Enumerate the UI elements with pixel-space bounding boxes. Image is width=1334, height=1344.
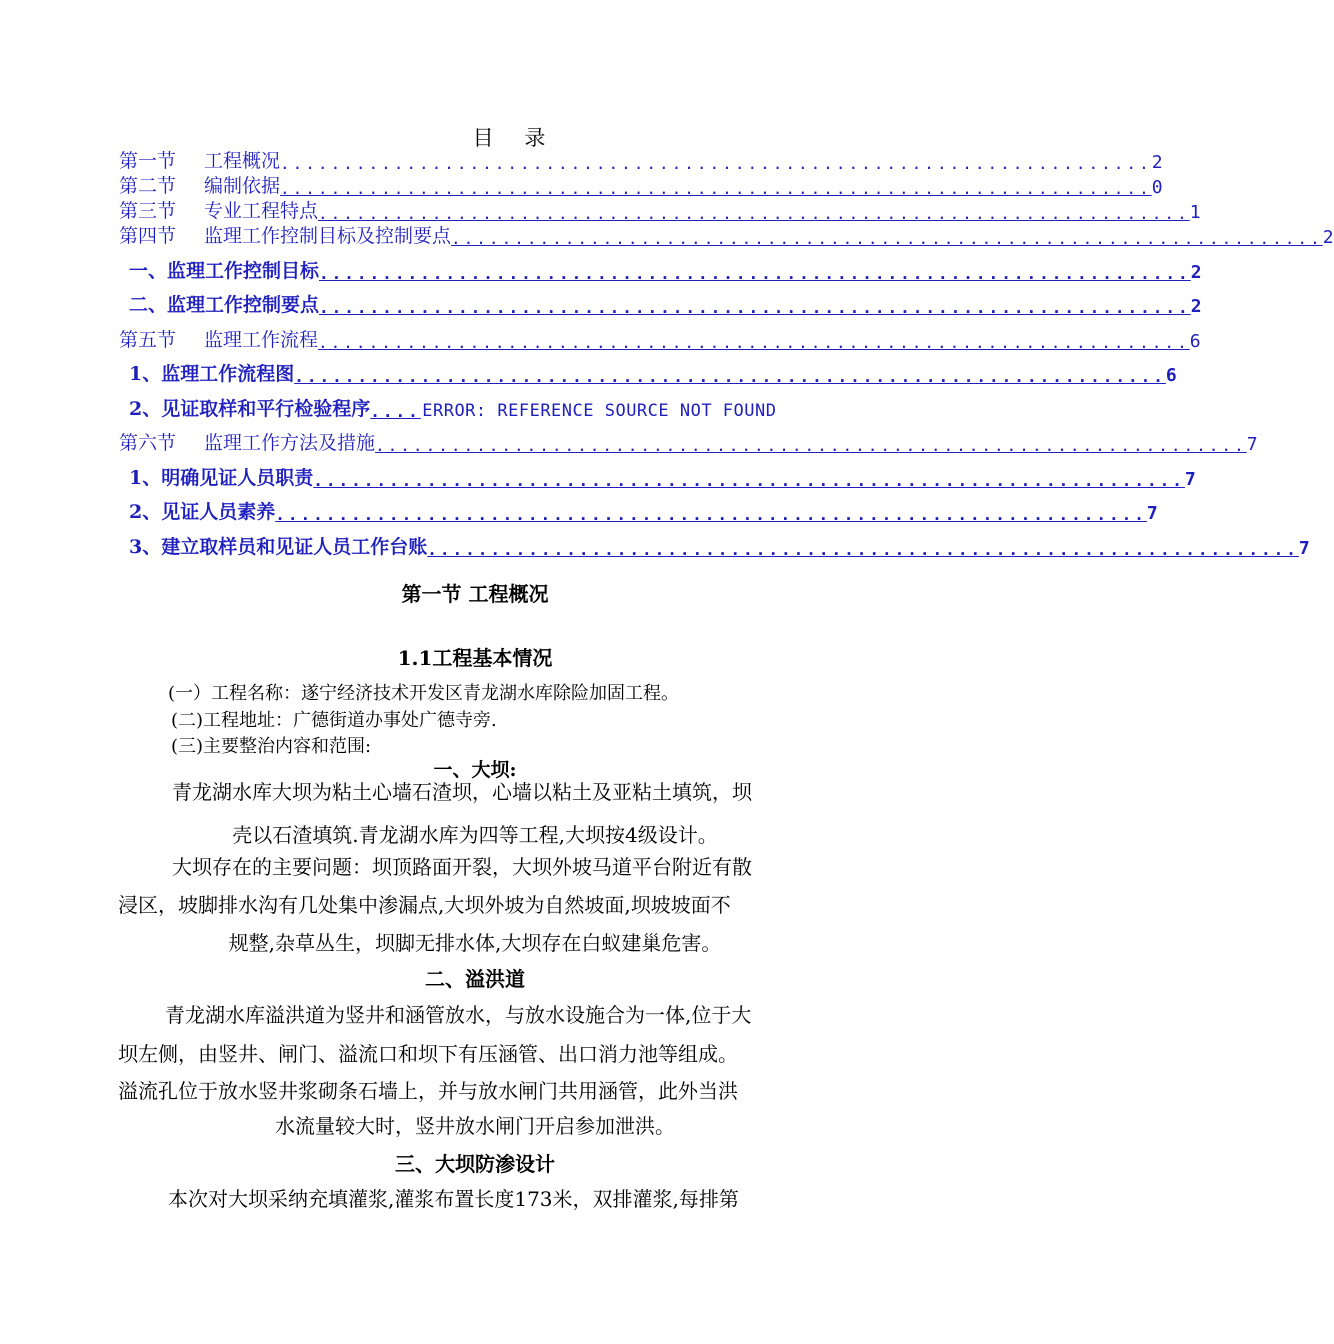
toc-entry-label: 3、建立取样员和见证人员工作台账 [129,535,428,558]
toc-entry[interactable]: 第一节 工程概况 ..................................................................... 2 [119,148,831,173]
toc-section-number: 第一节 [119,150,177,172]
toc-entry-label: 二、监理工作控制要点 [129,294,320,316]
toc-section-number: 第六节 [119,432,177,454]
toc-entry-label: 编制依据 [204,175,281,197]
project-address-line: (二)工程地址：广德街道办事处广德寺旁. [171,710,497,731]
section-heading: 第一节 工程概况 [401,582,549,606]
toc-entry-label: 工程概况 [204,150,281,172]
toc-entry[interactable]: 第三节 专业工程特点 ..................................................................... 1 [119,198,831,223]
toc-section-number: 第二节 [119,175,177,197]
toc-entry-label: 监理工作控制目标及控制要点 [204,225,452,247]
toc-entry-label: 1、明确见证人员职责 [129,466,314,489]
toc-entry-label: 2、见证取样和平行检验程序 [129,397,371,420]
toc-entry[interactable]: 1、监理工作流程图 ..................................................................... 6 [119,352,831,387]
toc-section-number: 第四节 [119,225,177,247]
toc-page-number: 2 [1322,227,1334,248]
toc-page-number: 6 [1165,365,1177,386]
toc-entry[interactable]: 2、见证取样和平行检验程序 .... ERROR: REFERENCE SOURCE NOT FOUND [119,386,831,421]
body-line: 水流量较大时，竖井放水闸门开启参加泄洪。 [275,1114,675,1138]
body-line: 大坝存在的主要问题：坝顶路面开裂，大坝外坡马道平台附近有散 [172,855,752,879]
toc-entry[interactable]: 第五节 监理工作流程 ..................................................................... 6 [119,317,831,352]
toc-page-number: 7 [1146,503,1158,524]
body-line: 浸区，坡脚排水沟有几处集中渗漏点,大坝外坡为自然坡面,坝坡坡面不 [118,893,731,917]
toc-page-number: 7 [1298,537,1310,559]
body-line: 本次对大坝采纳充填灌浆,灌浆布置长度173米，双排灌浆,每排第 [168,1187,739,1211]
toc-entry[interactable]: 3、建立取样员和见证人员工作台账 ..................................................................... 7 [119,524,831,559]
toc-entry[interactable]: 一、监理工作控制目标 ..................................................................... 2 [119,248,831,283]
scope-line: (三)主要整治内容和范围: [171,736,372,757]
body-line: 青龙湖水库溢洪道为竖井和涵管放水，与放水设施合为一体,位于大 [165,1003,752,1027]
toc-entry-label: 一、监理工作控制目标 [129,259,320,282]
toc-entry[interactable]: 2、见证人员素养 ..................................................................... 7 [119,490,831,525]
toc-page-number: 2 [1190,296,1202,317]
toc-page-number: 7 [1184,468,1196,490]
toc-page-number: 6 [1189,330,1201,352]
toc-page-number: 2 [1190,261,1202,283]
toc-entry[interactable]: 第二节 编制依据 ..................................................................... 0 [119,173,831,198]
toc-page-number: 7 [1246,434,1258,455]
dam-heading: 一、大坝: [433,759,517,781]
body-line: 壳以石渣填筑.青龙湖水库为四等工程,大坝按4级设计。 [232,823,718,847]
toc-title: 目 录 [472,126,558,150]
toc-section-number: 第三节 [119,200,177,222]
toc-reference-error: ERROR: REFERENCE SOURCE NOT FOUND [422,400,777,421]
table-of-contents [119,148,1334,559]
toc-page-number: 1 [1189,202,1201,223]
toc-page-number: 2 [1151,152,1163,173]
toc-entry[interactable]: 1、明确见证人员职责 ..................................................................... 7 [119,455,831,490]
seepage-heading: 三、大坝防渗设计 [395,1152,555,1176]
toc-entry-label: 监理工作流程 [204,328,319,351]
toc-entry[interactable]: 第六节 监理工作方法及措施 ..................................................................... 7 [119,421,831,456]
toc-page-number: 0 [1151,177,1163,198]
toc-entry[interactable]: 二、监理工作控制要点 ..................................................................... 2 [119,283,831,318]
subsection-heading: 1.1工程基本情况 [397,646,553,670]
toc-entry-label: 专业工程特点 [204,200,319,222]
project-name-line: (一）工程名称：遂宁经济技术开发区青龙湖水库除险加固工程。 [168,683,680,704]
body-line: 青龙湖水库大坝为粘土心墙石渣坝，心墙以粘土及亚粘土填筑，坝 [172,780,752,804]
toc-entry-label: 2、见证人员素养 [129,501,276,523]
toc-entry-label: 1、监理工作流程图 [129,363,295,385]
body-line: 坝左侧，由竖井、闸门、溢流口和坝下有压涵管、出口消力池等组成。 [118,1042,738,1066]
toc-entry-label: 监理工作方法及措施 [204,432,376,454]
body-line: 规整,杂草丛生，坝脚无排水体,大坝存在白蚁建巢危害。 [228,931,722,955]
body-line: 溢流孔位于放水竖井浆砌条石墙上，并与放水闸门共用涵管，此外当洪 [118,1079,738,1103]
toc-entry[interactable]: 第四节 监理工作控制目标及控制要点 ..................................................................... 2 [119,223,831,248]
toc-section-number: 第五节 [119,328,177,351]
spillway-heading: 二、溢洪道 [425,967,525,991]
